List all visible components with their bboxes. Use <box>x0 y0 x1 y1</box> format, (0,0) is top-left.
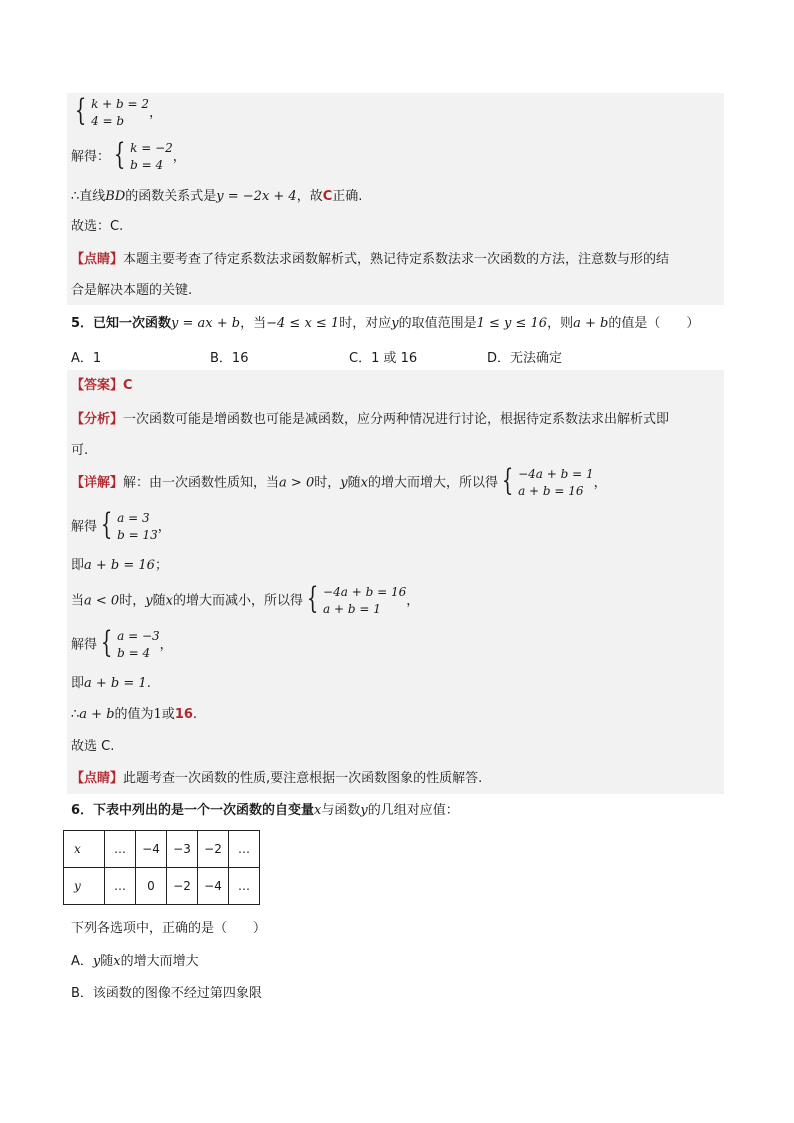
detail-case-1: 【详解】解：由一次函数性质知，当a > 0时，y随x的增大而增大，所以得 { −4a + b = 1 a + b = 16 ， <box>71 463 607 498</box>
solution-case-1: 解得 { a = 3 b = 13 ， <box>71 507 171 542</box>
question-6-prompt: 下列各选项中，正确的是（ ） <box>71 921 267 936</box>
solution-system: 解得： { k = −2 b = 4 ， <box>71 137 186 172</box>
equation-system: { k + b = 2 4 = b ， <box>74 93 163 128</box>
table-cell: … <box>105 831 136 868</box>
option-b[interactable]: B．该函数的图像不经过第四象限 <box>71 986 262 1001</box>
table-cell: −4 <box>198 868 229 905</box>
answer-line: 【答案】C <box>71 378 133 393</box>
analysis-line-1: 【分析】一次函数可能是增函数也可能是减函数，应分两种情况进行讨论，根据待定系数法求出解析式即 <box>71 412 670 427</box>
table-cell: … <box>229 868 260 905</box>
table-cell: … <box>105 868 136 905</box>
solution-case-2: 解得 { a = −3 b = 4 ， <box>71 625 173 660</box>
table-row <box>64 831 260 868</box>
option-a[interactable]: A．y随x的增大而增大 <box>71 954 199 969</box>
option-d[interactable]: D．无法确定 <box>487 351 563 366</box>
result-case-1: 即a + b = 16； <box>71 558 168 573</box>
answer-pick: 故选 C. <box>71 739 115 754</box>
value-table <box>63 830 260 905</box>
option-c[interactable]: C．1 或 16 <box>349 351 418 366</box>
detail-case-2: 当a < 0时，y随x的增大而减小，所以得 { −4a + b = 16 a + b = 1 ， <box>71 581 420 616</box>
table-cell: −3 <box>167 831 198 868</box>
table-cell: −2 <box>198 831 229 868</box>
table-cell: … <box>229 831 260 868</box>
conclusion-line: ∴直线BD的函数关系式是y = −2x + 4，故C正确. <box>71 189 363 204</box>
table-cell: −2 <box>167 868 198 905</box>
table-row <box>64 868 260 905</box>
table-cell: −4 <box>136 831 167 868</box>
comment-line-2: 合是解决本题的关键. <box>71 283 193 298</box>
comment-line: 【点睛】此题考查一次函数的性质,要注意根据一次函数图象的性质解答. <box>71 771 483 786</box>
answer-pick: 故选：C. <box>71 219 124 234</box>
option-a[interactable]: A．1 <box>71 351 102 366</box>
comment-line-1: 【点睛】本题主要考查了待定系数法求函数解析式，熟记待定系数法求一次函数的方法，注意数与形的结 <box>71 252 670 267</box>
table-cell: x <box>64 831 105 868</box>
analysis-line-2: 可. <box>71 443 89 458</box>
question-5-stem: 5．已知一次函数y = ax + b，当−4 ≤ x ≤ 1时，对应y的取值范围是1 ≤ y ≤ 16，则a + b的值是（ ） <box>71 316 700 331</box>
question-6-stem: 6．下表中列出的是一个一次函数的自变量x与函数y的几组对应值： <box>71 803 459 818</box>
option-b[interactable]: B．16 <box>210 351 249 366</box>
table-cell: y <box>64 868 105 905</box>
result-case-2: 即a + b = 1. <box>71 676 151 691</box>
table-cell: 0 <box>136 868 167 905</box>
final-result: ∴a + b的值为1或16. <box>71 707 198 722</box>
solution-block-q5 <box>67 370 724 794</box>
